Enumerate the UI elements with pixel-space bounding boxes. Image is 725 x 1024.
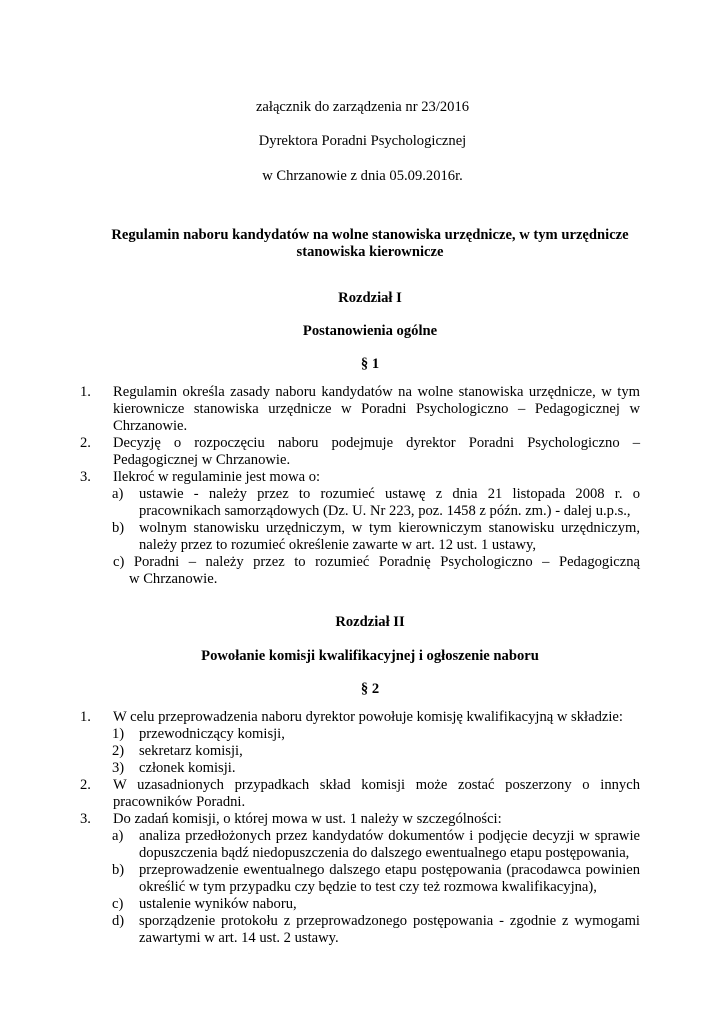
list-item-number: 1. <box>80 384 91 400</box>
attachment-line: załącznik do zarządzenia nr 23/2016 <box>255 99 470 115</box>
list-item-line: Regulamin określa zasady naboru kandydatów na wolne stanowiska urzędnicze, w tym <box>113 384 640 400</box>
sub-item-line: ustalenie wyników naboru, <box>139 896 297 912</box>
list-item-line: Chrzanowie. <box>113 418 188 434</box>
title-line-1: Regulamin naboru kandydatów na wolne stanowiska urzędnicze, w tym urzędnicze <box>111 227 629 243</box>
paragraph-1-sign: § 1 <box>360 356 380 372</box>
list-item <box>80 469 640 486</box>
list-item <box>80 777 640 811</box>
sub-item-letter: a) <box>112 486 124 502</box>
sub-item-line: sporządzenie protokołu z przeprowadzonego postępowania - zgodnie z wymogami <box>139 913 640 929</box>
list-item-number: 3. <box>80 811 91 827</box>
sub-item <box>80 862 640 896</box>
list-item <box>80 435 640 469</box>
sub-item-letter: b) <box>112 520 125 536</box>
sub-item <box>80 828 640 862</box>
list-item-number: 2. <box>80 435 91 451</box>
list-item-number: 3. <box>80 469 91 485</box>
sub-item-letter: a) <box>112 828 124 844</box>
place-date-line: w Chrzanowie z dnia 05.09.2016r. <box>262 168 463 184</box>
sub-item-line: przewodniczący komisji, <box>139 726 285 742</box>
paragraph-2-sign: § 2 <box>360 681 380 697</box>
sub-item <box>80 896 640 913</box>
sub-item-line: zawartymi w art. 14 ust. 2 ustawy. <box>139 930 339 946</box>
list-item <box>80 709 640 726</box>
list-item-number: 2. <box>80 777 91 793</box>
sub-item-line: określić w tym przypadku czy będzie to test czy też rozmowa kwalifikacyjna), <box>139 879 597 895</box>
sub-item-line: sekretarz komisji, <box>139 743 243 759</box>
sub-item <box>80 554 640 588</box>
sub-item-number: 2) <box>112 743 125 759</box>
list-item-line: Decyzję o rozpoczęciu naboru podejmuje dyrektor Poradni Psychologiczno – <box>113 435 640 451</box>
title-line-2: stanowiska kierownicze <box>296 244 444 260</box>
list-item-line: Pedagogicznej w Chrzanowie. <box>113 452 291 468</box>
sub-item-line: dopuszczenia bądź niedopuszczenia do dalszego ewentualnego etapu postępowania, <box>139 845 630 861</box>
list-item-line: W celu przeprowadzenia naboru dyrektor powołuje komisję kwalifikacyjną w składzie: <box>113 709 623 725</box>
chapter-2-heading: Rozdział II <box>335 614 405 630</box>
sub-item <box>80 726 640 743</box>
list-item-number: 1. <box>80 709 91 725</box>
list-item-line: Do zadań komisji, o której mowa w ust. 1 należy w szczególności: <box>113 811 502 827</box>
sub-item-number: 3) <box>112 760 125 776</box>
sub-item-letter: d) <box>112 913 125 929</box>
sub-item-line: w Chrzanowie. <box>129 571 218 587</box>
sub-item <box>80 743 640 760</box>
chapter-1-subheading: Postanowienia ogólne <box>302 323 438 339</box>
sub-item-number: 1) <box>112 726 125 742</box>
list-item <box>80 384 640 435</box>
sub-item-line: pracownikach samorządowych (Dz. U. Nr 223, poz. 1458 z późn. zm.) - dalej u.p.s., <box>139 503 631 519</box>
sub-item-line: wolnym stanowisku urzędniczym, w tym kierowniczym stanowisku urzędniczym, <box>139 520 640 536</box>
sub-item-letter: b) <box>112 862 125 878</box>
sub-item <box>80 760 640 777</box>
sub-item <box>80 913 640 947</box>
sub-item-line: członek komisji. <box>139 760 236 776</box>
list-item-line: kierownicze stanowiska urzędnicze w Poradni Psychologiczno – Pedagogicznej w <box>113 401 640 417</box>
list-item-line: W uzasadnionych przypadkach skład komisji może zostać poszerzony o innych <box>113 777 640 793</box>
issuer-line: Dyrektora Poradni Psychologicznej <box>258 133 467 149</box>
chapter-1-heading: Rozdział I <box>338 290 402 306</box>
list-item-line: pracowników Poradni. <box>113 794 246 810</box>
list-item-line: Ilekroć w regulaminie jest mowa o: <box>113 469 321 485</box>
sub-item <box>80 520 640 554</box>
list-item <box>80 811 640 828</box>
chapter-2-subheading: Powołanie komisji kwalifikacyjnej i ogłoszenie naboru <box>201 648 539 664</box>
sub-item-line: należy przez to rozumieć określenie zawarte w art. 12 ust. 1 ustawy, <box>139 537 536 553</box>
sub-item-letter: c) <box>112 896 124 912</box>
sub-item-line: ustawie - należy przez to rozumieć ustawę z dnia 21 listopada 2008 r. o <box>139 486 640 502</box>
chapter-2-body <box>80 709 640 947</box>
chapter-1-body <box>80 384 640 588</box>
sub-item <box>80 486 640 520</box>
document-title <box>90 227 650 261</box>
sub-item-line: c) Poradni – należy przez to rozumieć Poradnię Psychologiczno – Pedagogiczną <box>113 554 640 570</box>
sub-item-line: przeprowadzenie ewentualnego dalszego etapu postępowania (pracodawca powinien <box>139 862 640 878</box>
sub-item-line: analiza przedłożonych przez kandydatów dokumentów i podjęcie decyzji w sprawie <box>139 828 640 844</box>
